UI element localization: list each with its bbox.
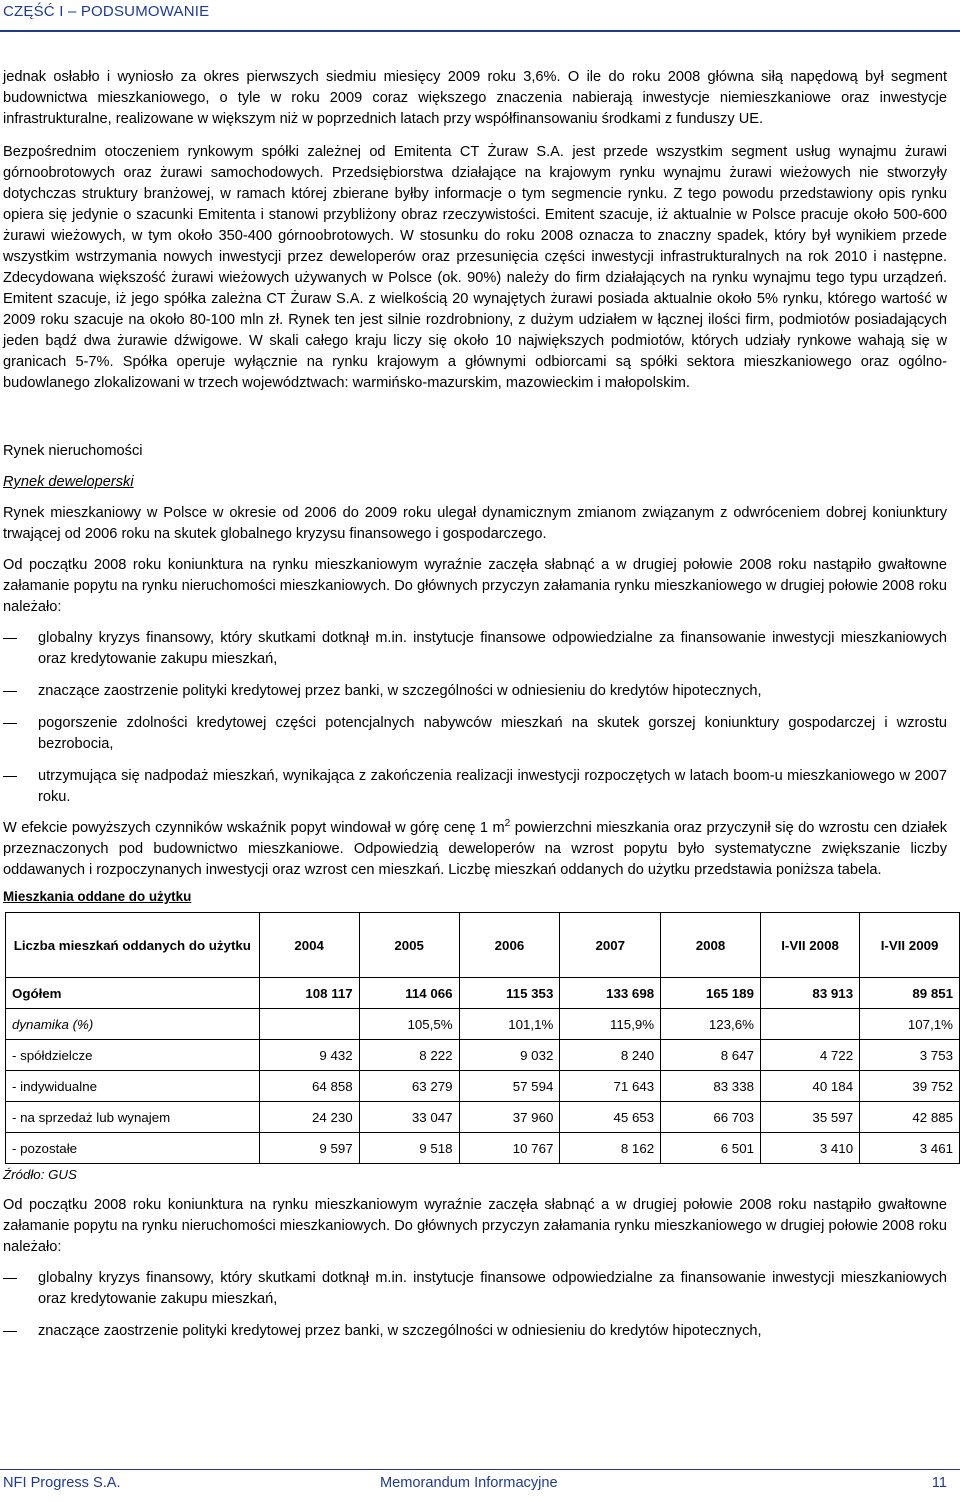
paragraph-crisis-causes: Od początku 2008 roku koniunktura na rynku mieszkaniowym wyraźnie zaczęła słabnąć a w drugiej połowie 2008 roku nastąpiło gwałtowne załamanie popytu na rynku nieruchomości mieszkaniowych. Do głównych przyczyn załamania rynku mieszkaniowego w drugiej połowie 2008 roku należało: — [3, 557, 947, 615]
table-row — [6, 1040, 960, 1071]
table-cell: 107,1% — [860, 1009, 960, 1040]
table-cell: 83 338 — [661, 1071, 761, 1102]
table-row-label: Ogółem — [6, 978, 260, 1009]
table-cell: 83 913 — [760, 978, 859, 1009]
table-row — [6, 978, 960, 1009]
table-cell: 101,1% — [459, 1009, 560, 1040]
table-cell: 9 032 — [459, 1040, 560, 1071]
table-cell: 3 410 — [760, 1133, 859, 1164]
table-cell: 33 047 — [359, 1102, 459, 1133]
table-cell: 115,9% — [560, 1009, 661, 1040]
list-item: pogorszenie zdolności kredytowej części potencjalnych nabywców mieszkań na skutek gorszej koniunktury gospodarczej i wzrostu bezrobocia, — [3, 713, 947, 755]
table-row — [6, 1102, 960, 1133]
table-cell: 57 594 — [459, 1071, 560, 1102]
paragraph-crisis-causes-repeat: Od początku 2008 roku koniunktura na rynku mieszkaniowym wyraźnie zaczęła słabnąć a w drugiej połowie 2008 roku nastąpiło gwałtowne załamanie popytu na rynku nieruchomości mieszkaniowych. Do głównych przyczyn załamania rynku mieszkaniowego w drugiej połowie 2008 roku należało: — [3, 1197, 947, 1255]
list-item: utrzymująca się nadpodaż mieszkań, wynikająca z zakończenia realizacji inwestycji rozpoczętych w latach boom-u mieszkaniowego w 2007 roku. — [3, 766, 947, 808]
dwellings-table — [5, 912, 960, 1164]
dash-bullet-icon — [3, 638, 17, 639]
paragraph-housing-market: Rynek mieszkaniowy w Polsce w okresie od 2006 do 2009 roku ulegał dynamicznym zmianom związanym z odwróceniem dobrej koniunktury trwającej od 2006 roku na skutek globalnego kryzysu finansowego i gospodarczego. — [3, 505, 947, 542]
table-row-label: - na sprzedaż lub wynajem — [6, 1102, 260, 1133]
footer-document-name: Memorandum Informacyjne — [380, 1475, 558, 1491]
list-item: znaczące zaostrzenie polityki kredytowej przez banki, w szczególności w odniesieniu do kredytów hipotecznych, — [3, 681, 947, 702]
list-item: globalny kryzys finansowy, który skutkami dotknął m.in. instytucje finansowe odpowiedzialne za finansowanie inwestycji mieszkaniowych oraz kredytowanie zakupu mieszkań, — [3, 628, 947, 670]
dash-bullet-icon — [3, 1331, 17, 1332]
table-header-cell: I-VII 2009 — [860, 913, 960, 978]
table-cell: 115 353 — [459, 978, 560, 1009]
table-header-cell: Liczba mieszkań oddanych do użytku — [6, 913, 260, 978]
table-cell: 10 767 — [459, 1133, 560, 1164]
paragraph-demand-effects: W efekcie powyższych czynników wskaźnik popyt windował w górę cenę 1 $m^2$ powierzchni mieszkania oraz przyczynił się do wzrostu cen działek przeznaczonych pod budownictwo mieszkaniowe. Odpowiedzią deweloperów na wzrost popytu było systematyczne zwiększanie liczby oddawanych i rozpoczynanych inwestycji oraz wzrost cen mieszkań. Liczbę mieszkań oddanych do użytku przedstawia poniższa tabela. — [3, 818, 948, 878]
table-header-cell: 2007 — [560, 913, 661, 978]
table-cell: 40 184 — [760, 1071, 859, 1102]
table-cell: 133 698 — [560, 978, 661, 1009]
table-cell: 71 643 — [560, 1071, 661, 1102]
table-cell: 8 222 — [359, 1040, 459, 1071]
table-row-label: - indywidualne — [6, 1071, 260, 1102]
dash-bullet-icon — [3, 691, 17, 692]
dash-bullet-icon — [3, 1278, 17, 1279]
table-source: Źródło: GUS — [3, 1167, 77, 1182]
section-heading-developer-market: Rynek deweloperski — [3, 474, 134, 490]
table-header-cell: 2006 — [459, 913, 560, 978]
table-cell: 6 501 — [661, 1133, 761, 1164]
table-cell: 4 722 — [760, 1040, 859, 1071]
table-row — [6, 1133, 960, 1164]
table-cell: 66 703 — [661, 1102, 761, 1133]
table-cell: 37 960 — [459, 1102, 560, 1133]
table-cell: 3 753 — [860, 1040, 960, 1071]
table-header-cell: 2005 — [359, 913, 459, 978]
table-header-cell: 2008 — [661, 913, 761, 978]
table-row-label: - pozostałe — [6, 1133, 260, 1164]
dash-bullet-icon — [3, 723, 17, 724]
table-cell: 89 851 — [860, 978, 960, 1009]
table-caption: Mieszkania oddane do użytku — [3, 889, 192, 904]
table-cell: 8 647 — [661, 1040, 761, 1071]
header-divider — [0, 30, 960, 32]
table-cell: 24 230 — [259, 1102, 359, 1133]
footer-company: NFI Progress S.A. — [3, 1475, 121, 1491]
table-header-row — [6, 913, 960, 978]
table-cell: 35 597 — [760, 1102, 859, 1133]
table-cell: 64 858 — [259, 1071, 359, 1102]
page-number: 11 — [931, 1475, 947, 1491]
table-row — [6, 1071, 960, 1102]
table-cell: 108 117 — [259, 978, 359, 1009]
section-heading-real-estate: Rynek nieruchomości — [3, 443, 143, 459]
list-crisis-causes — [3, 628, 947, 808]
table-cell: 9 597 — [259, 1133, 359, 1164]
table-cell: 42 885 — [860, 1102, 960, 1133]
list-item: globalny kryzys finansowy, który skutkami dotknął m.in. instytucje finansowe odpowiedzialne za finansowanie inwestycji mieszkaniowych oraz kredytowanie zakupu mieszkań, — [3, 1268, 947, 1310]
table-cell — [259, 1009, 359, 1040]
page-header-title: CZĘŚĆ I – PODSUMOWANIE — [3, 3, 210, 20]
table-cell: 63 279 — [359, 1071, 459, 1102]
paragraph-crane-market: Bezpośrednim otoczeniem rynkowym spółki zależnej od Emitenta CT Żuraw S.A. jest przede wszystkim segment usług wynajmu żurawi górnoobrotowych oraz żurawi samochodowych. Przedsiębiorstwa działające na krajowym rynku wynajmu żurawi wieżowych nie stworzyły dotychczas struktury branżowej, w ramach której zbierane byłby informacje o tym segmencie rynku. Z tego powodu przedstawiony opis rynku opiera się jedynie o szacunki Emitenta i stanowi przybliżony obraz rzeczywistości. Emitent szacuje, iż aktualnie w Polsce pracuje około 500-600 żurawi wieżowych, w tym około 350-400 górnoobrotowych. W stosunku do roku 2008 oznacza to znaczny spadek, który był wynikiem przede wszystkim wstrzymania nowych inwestycji przez deweloperów oraz przesunięcia części inwestycji infrastrukturalnych na rok 2010 i następne. Zdecydowana większość żurawi wieżowych używanych w Polsce (ok. 90%) należy do firm działających na rynku wynajmu tego typu urządzeń. Emitent szacuje, iż jego spółka zależna CT Żuraw S.A. z wielkością 20 wynajętych żurawi posiada aktualnie około 5% rynku, którego wartość w 2009 roku szacuje na około 80-100 mln zł. Rynek ten jest silnie rozdrobniony, z dużym udziałem w łącznej ilości firm, podmiotów posiadających jeden bądź dwa żurawie dźwigowe. W skali całego kraju liczy się około 10 największych podmiotów, których udziały rynkowe wahają się w granicach 5-7%. Spółka operuje wyłącznie na rynku krajowym a głównymi odbiorcami są spółki sektora mieszkaniowego oraz ogólno- budowlanego zlokalizowani w trzech województwach: warmińsko-mazurskim, mazowieckim i małopolskim. — [3, 144, 947, 391]
table-row-label: - spółdzielcze — [6, 1040, 260, 1071]
paragraph-intro: jednak osłabło i wyniosło za okres pierwszych siedmiu miesięcy 2009 roku 3,6%. O ile do roku 2008 główna siłą napędową był segment budownictwa mieszkaniowego, o tyle w roku 2009 coraz większego znaczenia nabierają inwestycje niemieszkaniowe oraz inwestycje infrastrukturalne, realizowane w większym niż w poprzednich latach przy współfinansowaniu środkami z funduszy UE. — [3, 69, 947, 127]
table-cell: 8 162 — [560, 1133, 661, 1164]
table-cell: 45 653 — [560, 1102, 661, 1133]
footer-divider — [0, 1469, 960, 1470]
table-row — [6, 1009, 960, 1040]
list-crisis-causes-repeat — [3, 1268, 947, 1342]
dash-bullet-icon — [3, 776, 17, 777]
table-cell: 114 066 — [359, 978, 459, 1009]
table-cell: 105,5% — [359, 1009, 459, 1040]
table-cell: 9 432 — [259, 1040, 359, 1071]
table-cell: 8 240 — [560, 1040, 661, 1071]
table-row-label: dynamika (%) — [6, 1009, 260, 1040]
table-header-cell: 2004 — [259, 913, 359, 978]
table-header-cell: I-VII 2008 — [760, 913, 859, 978]
list-item: znaczące zaostrzenie polityki kredytowej przez banki, w szczególności w odniesieniu do kredytów hipotecznych, — [3, 1321, 947, 1342]
table-cell: 9 518 — [359, 1133, 459, 1164]
table-cell — [760, 1009, 859, 1040]
table-cell: 123,6% — [661, 1009, 761, 1040]
table-cell: 39 752 — [860, 1071, 960, 1102]
table-cell: 165 189 — [661, 978, 761, 1009]
table-cell: 3 461 — [860, 1133, 960, 1164]
document-body — [3, 67, 953, 1342]
